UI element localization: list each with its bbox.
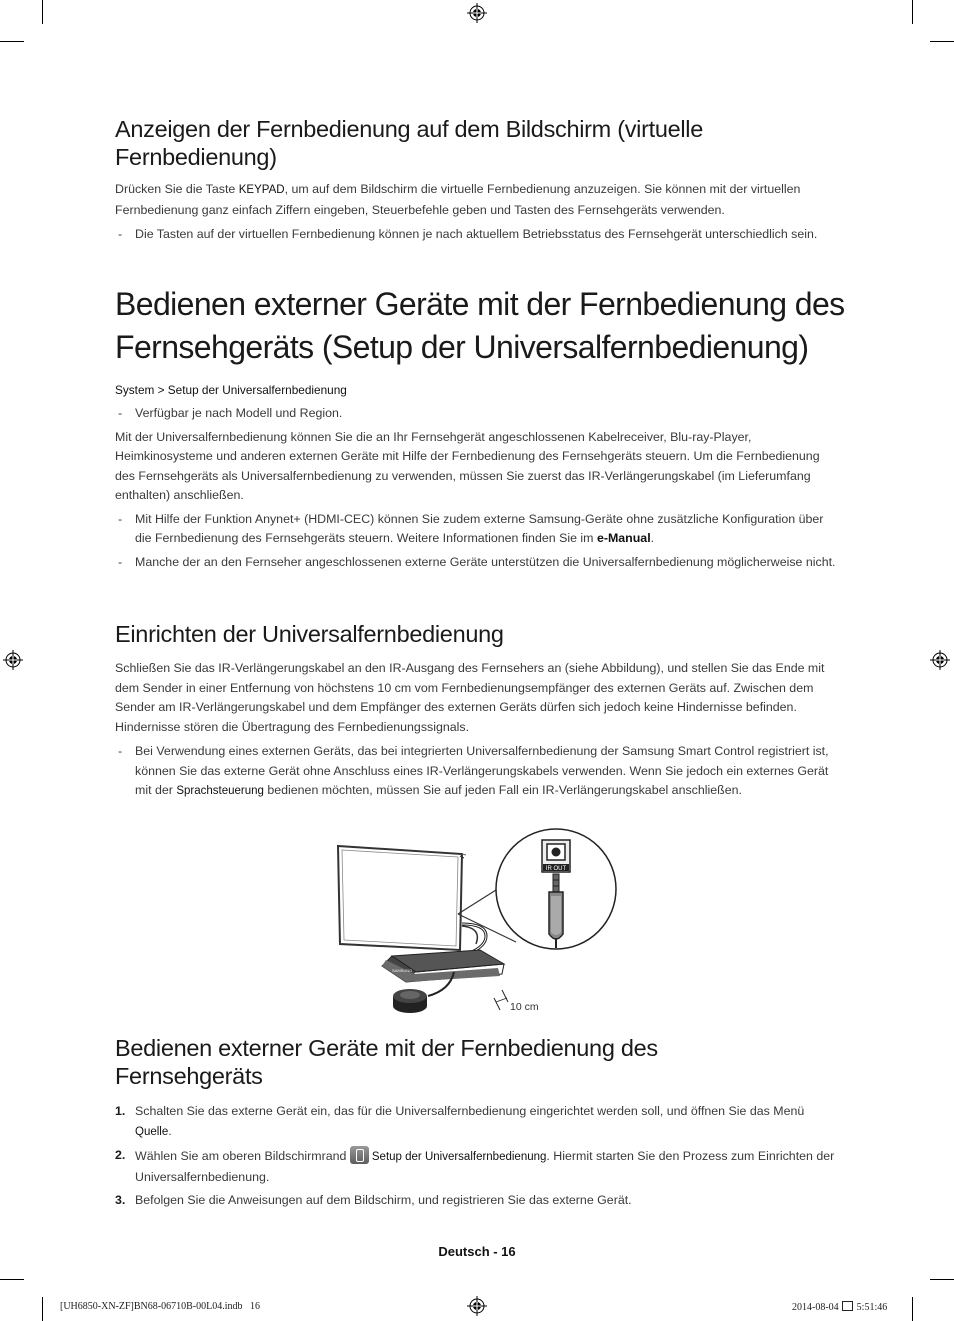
title-line: Fernbedienung): [115, 144, 277, 170]
note: [115, 225, 837, 245]
print-date: 2014-08-04: [792, 1302, 839, 1313]
note-text: Manche der an den Fernseher angeschlossenen externe Geräte unterstützen die Universalfernbedienung möglicherweise nicht.: [135, 554, 836, 569]
dash: -: [118, 511, 123, 526]
universal-remote-setup-icon: [350, 1146, 369, 1164]
ir-transmitter-icon: [393, 989, 427, 1013]
step-item: [115, 1191, 837, 1211]
title-line: Bedienen externer Geräte mit der Fernbedienung des: [115, 286, 845, 322]
print-timestamp: [792, 1301, 887, 1313]
main-title: [115, 283, 855, 369]
ir-out-port-icon: [542, 840, 570, 872]
title-line: Anzeigen der Fernbedienung auf dem Bildschirm (virtuelle: [115, 116, 703, 142]
note-text: Mit Hilfe der Funktion Anynet+ (HDMI-CEC) können Sie zudem externe Samsung-Geräte ohne zusätzliche Konfiguration über die Fernbedienung des Fernsehgeräts steuern. Weitere Informationen finden Sie im: [135, 511, 824, 545]
print-time: 5:51:46: [856, 1302, 888, 1313]
section-title: Einrichten der Universalfernbedienung: [115, 621, 504, 647]
menu-path: [115, 381, 837, 399]
universal-remote-setup-label: Setup der Universalfernbedienung: [371, 1151, 547, 1163]
registration-mark-icon: [3, 650, 23, 670]
crop-mark: [930, 1279, 954, 1280]
section-universal-remote: [115, 283, 855, 369]
file-info: [UH6850-XN-ZF]BN68-06710B-00L04.indb 16: [60, 1301, 260, 1312]
device-brand-label: SAMSUNG: [392, 968, 413, 973]
note-text: Die Tasten auf der virtuellen Fernbedienung können je nach aktuellem Betriebsstatus des Fernsehgerät unterschiedlich sein.: [135, 227, 818, 241]
distance-label: 10 cm: [510, 1001, 539, 1013]
crop-mark: [912, 0, 913, 24]
note: [115, 742, 837, 802]
dash: -: [118, 406, 123, 420]
dash: -: [118, 744, 123, 758]
note-text: bedienen möchten, müssen Sie auf jeden Fall ein IR-Verlängerungskabel anschließen.: [263, 783, 742, 797]
crop-mark: [0, 1279, 24, 1280]
section-title: [115, 115, 837, 171]
step-text: . Hiermit starten Sie den Prozess zum Einrichten der Universalfernbedienung.: [135, 1149, 835, 1184]
note: [115, 553, 837, 573]
tv-icon: [338, 846, 466, 950]
step-text: .: [168, 1123, 172, 1138]
dash: -: [118, 227, 123, 241]
step-item: [115, 1146, 837, 1187]
external-device-icon: [382, 950, 504, 982]
e-manual-link: e-Manual: [596, 531, 651, 545]
note-text: .: [650, 531, 655, 545]
crop-mark: [912, 1297, 913, 1321]
title-line: Bedienen externer Geräte mit der Fernbedienung des: [115, 1035, 658, 1061]
crop-mark: [42, 0, 43, 24]
crop-mark: [930, 41, 954, 42]
ir-out-label: IR OUT: [545, 866, 567, 872]
menu-path-item: Setup der Universalfernbedienung: [167, 383, 347, 397]
section-virtual-remote: [115, 115, 837, 171]
section-operate: [115, 1034, 837, 1090]
note: [115, 510, 837, 549]
crop-mark: [0, 41, 24, 42]
note: [115, 404, 837, 424]
page-number: Deutsch - 16: [438, 1244, 516, 1259]
step-number: 2.: [115, 1148, 126, 1162]
section-setup-body: [115, 659, 837, 802]
step-text: Schalten Sie das externe Gerät ein, das für die Universalfernbedienung eingerichtet werden soll, und öffnen Sie das Menü: [135, 1104, 805, 1118]
keypad-key-label: KEYPAD: [238, 184, 285, 196]
paragraph: Schließen Sie das IR-Verlängerungskabel an den IR-Ausgang des Fernsehers an (siehe Abbildung), und stellen Sie das Ende mit dem Sender in einer Entfernung von höchstens 10 cm vom Fernbedienungsempfänger des externen Geräts auf. Zwischen dem Sender am IR-Verlängerungskabel und dem Empfänger des externen Geräts dürfen sich jedoch keine Hindernisse befinden. Hindernisse stören die Übertragung des Fernbedienungssignals.: [115, 661, 825, 734]
ir-cable-illustration: [330, 822, 630, 1018]
menu-path-separator: >: [154, 383, 168, 397]
note-text: Verfügbar je nach Modell und Region.: [135, 406, 343, 420]
source-menu-label: Quelle: [135, 1125, 169, 1138]
dash: -: [118, 554, 123, 569]
paragraph: Mit der Universalfernbedienung können Sie die an Ihr Fernsehgerät angeschlossenen Kabelreceiver, Blu-ray-Player, Heimkinosysteme und anderen externen Geräte mit Hilfe der Fernbedienung des Fernsehgeräts steuern. Um die Fernbedienung des Fernsehgeräts als Universalfernbedienung zu verwenden, müssen Sie zuerst das IR-Verlängerungskabel (im Lieferumfang enthalten) anschließen.: [115, 429, 820, 502]
title-line: Fernsehgeräts (Setup der Universalfernbedienung): [115, 329, 809, 365]
note-text: Bei Verwendung eines externen Geräts, das bei integrierten Universalfernbedienung der Samsung Smart Control registriert ist, können Sie das externe Gerät ohne Anschluss eines IR-Verlängerungskabels verwenden. Wenn Sie jedoch ein externes Gerät mit der: [135, 744, 829, 797]
crop-mark: [42, 1297, 43, 1321]
voice-control-label: Sprachsteuerung: [176, 785, 264, 797]
section-title: [115, 1034, 837, 1090]
section-setup: [115, 620, 837, 648]
section-virtual-remote-body: [115, 180, 837, 245]
registration-mark-icon: [467, 3, 487, 23]
menu-path-item: System: [115, 383, 155, 397]
step-text: Befolgen Sie die Anweisungen auf dem Bildschirm, und registrieren Sie das externe Gerät.: [135, 1193, 632, 1207]
step-item: [115, 1102, 837, 1142]
steps-list: [115, 1102, 837, 1211]
title-line: Fernsehgeräts: [115, 1063, 263, 1089]
step-number: 3.: [115, 1193, 126, 1207]
text: Drücken Sie die Taste: [115, 182, 239, 196]
section-universal-remote-body: [115, 381, 837, 572]
registration-mark-icon: [930, 650, 950, 670]
step-number: 1.: [115, 1104, 126, 1118]
paragraph: [115, 180, 837, 220]
text: , um auf dem Bildschirm die virtuelle Fernbedienung anzuzeigen. Sie können mit der virtuellen Fernbedienung ganz einfach Ziffern eingeben, Steuerbefehle geben und Tasten des Fernsehgeräts verwenden.: [115, 182, 801, 217]
step-text: Wählen Sie am oberen Bildschirmrand: [135, 1149, 350, 1163]
clock-icon: [842, 1301, 853, 1311]
registration-mark-icon: [467, 1296, 487, 1316]
